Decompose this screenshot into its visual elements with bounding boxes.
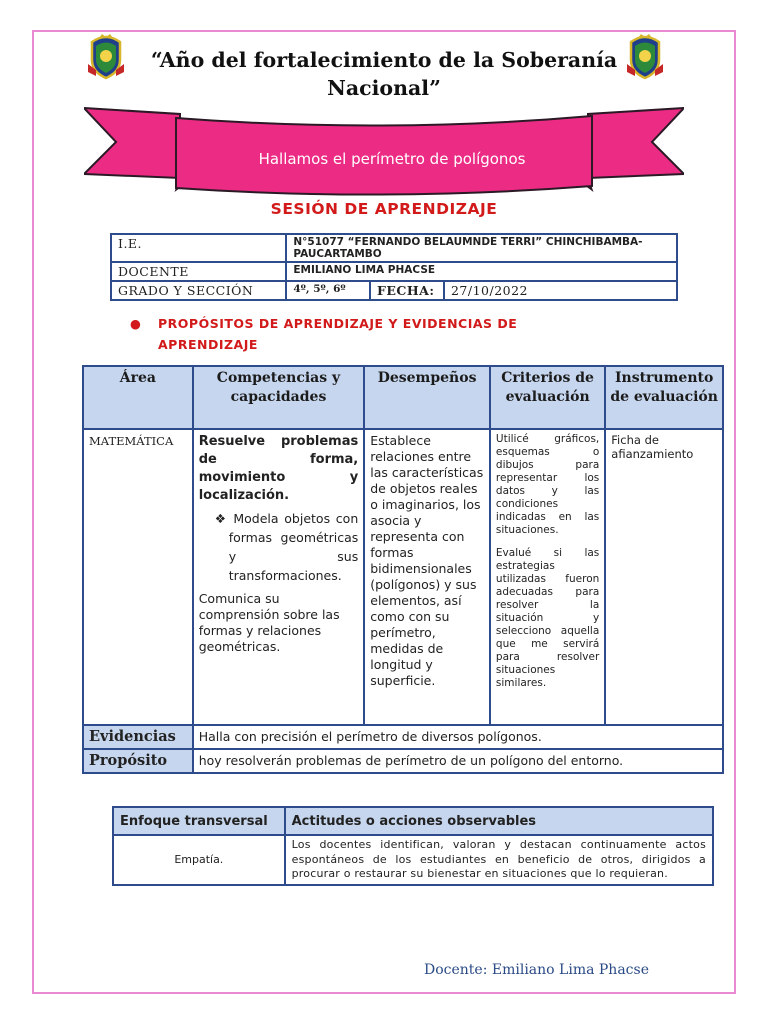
ie-label: I.E.	[111, 234, 286, 262]
evidence-value: Halla con precisión el perímetro de diversos polígonos.	[193, 725, 723, 749]
info-row-docente	[111, 262, 677, 281]
diamond-bullet-icon: ❖	[214, 511, 228, 526]
session-title: SESIÓN DE APRENDIZAJE	[270, 200, 498, 218]
capacity-item	[199, 509, 359, 585]
area-cell: MATEMÁTICA	[83, 429, 193, 725]
grado-label: GRADO Y SECCIÓN	[111, 281, 286, 300]
header-instrument: Instrumento de evaluación	[605, 366, 723, 429]
enfoque-header-row	[113, 807, 713, 835]
capacity-text-2: Comunica su comprensión sobre las formas y relaciones geométricas.	[198, 591, 340, 654]
capacity-text: Modela objetos con formas geométricas y sus transformaciones.	[228, 511, 359, 583]
competence-title: Resuelve problemas de forma, movimiento y localización.	[198, 434, 359, 503]
header-area: Área	[83, 366, 193, 429]
enfoque-header-2: Actitudes o acciones observables	[285, 807, 713, 835]
enfoque-actions: Los docentes identifican, valoran y destacan continuamente actos espontáneos de los estudiantes en beneficio de otros, dirigidos a procurar o restaurar su bienestar en situaciones que lo requieran.	[285, 835, 713, 885]
purposes-heading-text: PROPÓSITOS DE APRENDIZAJE Y EVIDENCIAS DE APRENDIZAJE	[158, 316, 518, 352]
grado-value: 4º, 5º, 6º	[286, 281, 370, 300]
info-row-ie	[111, 234, 677, 262]
docente-value: EMILIANO LIMA PHACSE	[286, 262, 677, 281]
performance-cell: Establece relaciones entre las características de objetos reales o imaginarios, los asocia y representa con formas bidimensionales (polígonos) y sus elementos, así como con su perímetro, medidas de longitud y superficie.	[364, 429, 490, 725]
header-competencies: Competencias y capacidades	[193, 366, 365, 429]
bullet-icon: ●	[130, 316, 142, 331]
table-row	[113, 835, 713, 885]
table-row	[83, 429, 723, 725]
instrument-cell: Ficha de afianzamiento	[605, 429, 723, 725]
ie-value: N°51077 “FERNANDO BELAUMNDE TERRI” CHINCHIBAMBA-PAUCARTAMBO	[286, 234, 677, 262]
enfoque-header-1: Enfoque transversal	[113, 807, 285, 835]
header-criteria: Criterios de evaluación	[490, 366, 605, 429]
purpose-row	[83, 749, 723, 773]
header-performances: Desempeños	[364, 366, 490, 429]
enfoque-value: Empatía.	[113, 835, 285, 885]
info-table	[110, 233, 678, 301]
evidence-label: Evidencias	[83, 725, 193, 749]
table-header-row	[83, 366, 723, 429]
criteria-item: Evalué si las estrategias utilizadas fueron adecuadas para resolver la situación y selecciono aquella que me servirá para resolver situaciones similares.	[495, 547, 600, 689]
evidence-row	[83, 725, 723, 749]
teacher-signature: Docente: Emiliano Lima Phacse	[424, 962, 649, 978]
fecha-label: FECHA:	[370, 281, 444, 300]
competence-cell	[193, 429, 365, 725]
docente-label: DOCENTE	[111, 262, 286, 281]
fecha-value: 27/10/2022	[444, 281, 677, 300]
ribbon-title: Hallamos el perímetro de polígonos	[258, 150, 526, 168]
purpose-value: hoy resolverán problemas de perímetro de un polígono del entorno.	[193, 749, 723, 773]
criteria-item: Utilicé gráficos, esquemas o dibujos para representar los datos y las condiciones indicadas en las situaciones.	[495, 433, 600, 536]
year-title: “Año del fortalecimiento de la Soberanía Nacional”	[150, 48, 618, 100]
criteria-cell	[490, 429, 605, 725]
enfoque-table	[112, 806, 714, 886]
purpose-label: Propósito	[83, 749, 193, 773]
info-row-grado	[111, 281, 677, 300]
learning-table	[82, 365, 724, 774]
purposes-heading	[130, 313, 604, 355]
